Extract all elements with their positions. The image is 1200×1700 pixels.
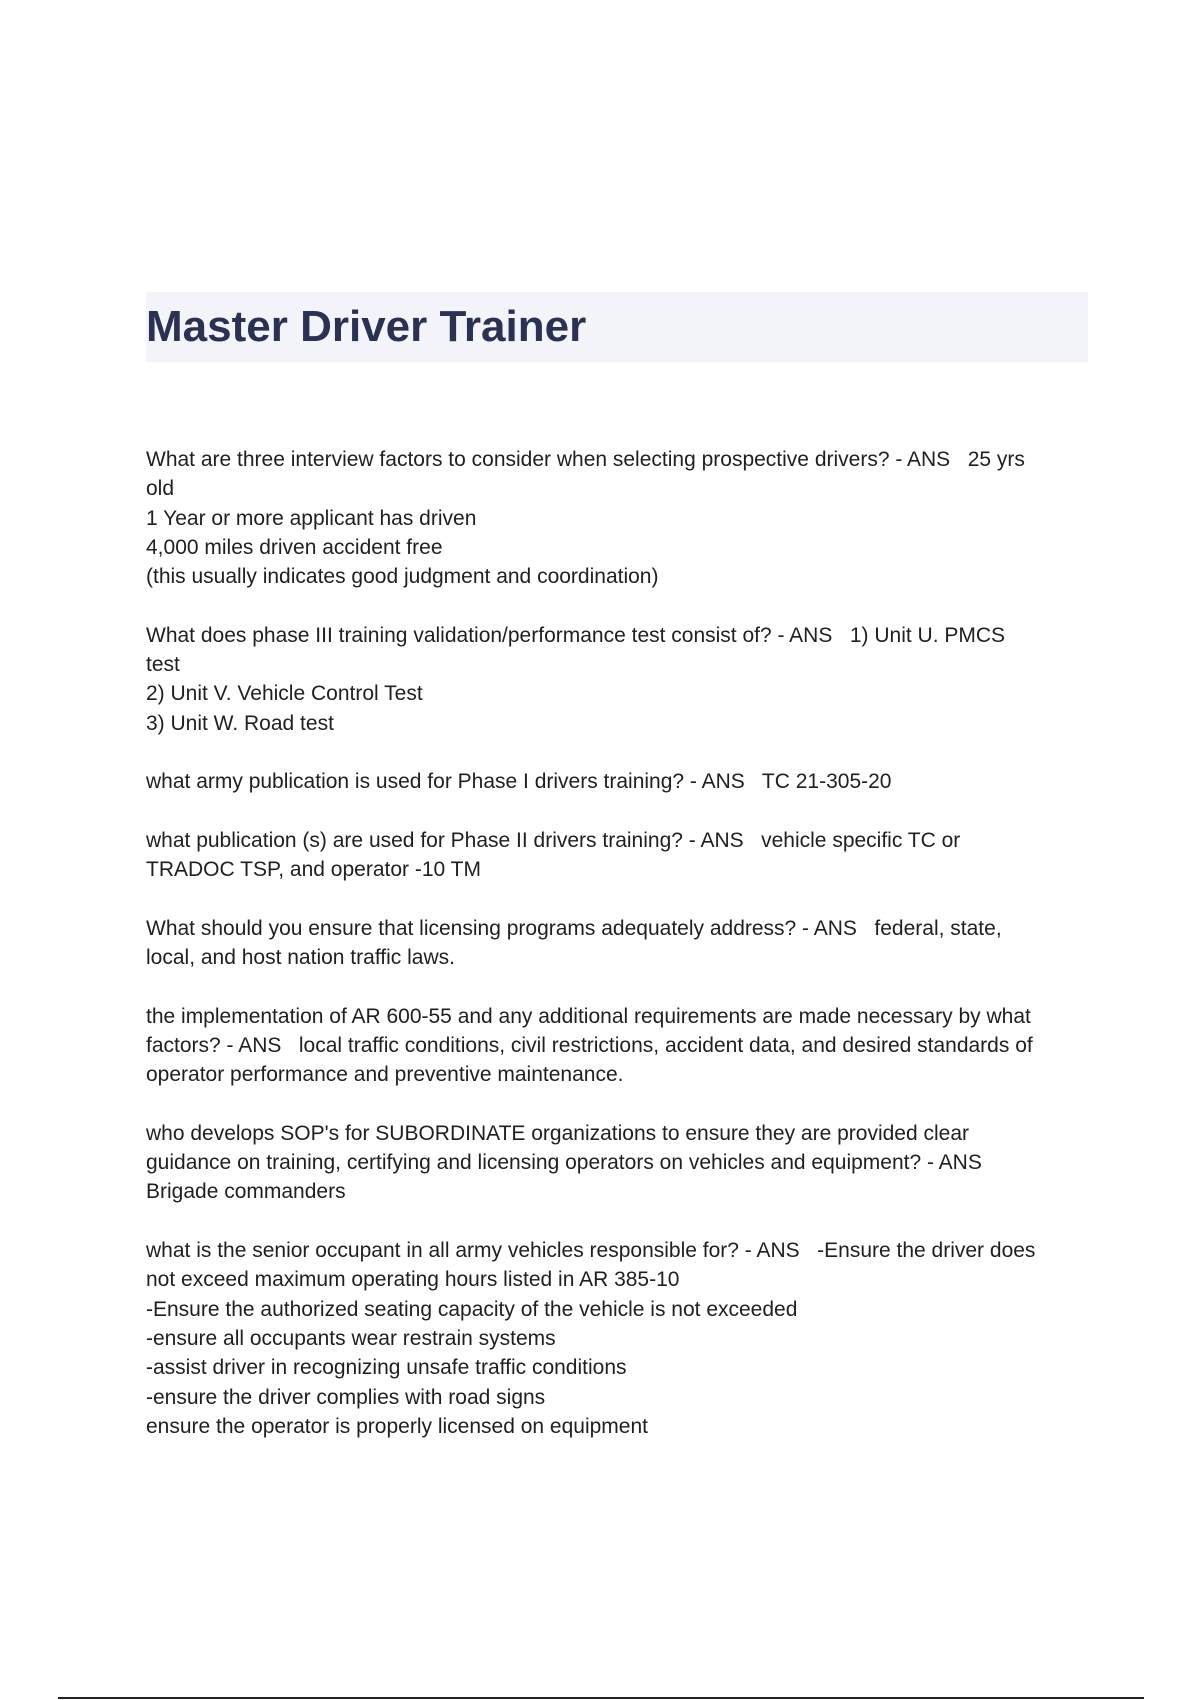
qa-line: -ensure all occupants wear restrain systems — [146, 1326, 556, 1350]
qa-line: operator performance and preventive maintenance. — [146, 1063, 624, 1087]
qa-item-3 — [146, 767, 1096, 796]
qa-line: local, and host nation traffic laws. — [146, 946, 455, 970]
qa-line: What does phase III training validation/performance test consist of? - ANS 1) Unit U. PMCS — [146, 623, 1006, 647]
qa-line: Brigade commanders — [146, 1180, 346, 1204]
qa-line: what is the senior occupant in all army vehicles responsible for? - ANS -Ensure the driver does — [146, 1239, 1036, 1263]
qa-line: test — [146, 653, 180, 677]
document-title: Master Driver Trainer — [146, 302, 587, 351]
qa-line: not exceed maximum operating hours listed in AR 385-10 — [146, 1268, 680, 1292]
qa-line: -assist driver in recognizing unsafe traffic conditions — [146, 1356, 627, 1380]
qa-item-4 — [146, 826, 1096, 885]
qa-line: -Ensure the authorized seating capacity of the vehicle is not exceeded — [146, 1297, 798, 1321]
qa-line: 1 Year or more applicant has driven — [146, 506, 477, 530]
qa-line: 2) Unit V. Vehicle Control Test — [146, 682, 423, 706]
qa-line: factors? - ANS local traffic conditions, civil restrictions, accident data, and desired standards of — [146, 1033, 1033, 1057]
qa-line: -ensure the driver complies with road signs — [146, 1385, 546, 1409]
qa-item-2 — [146, 621, 1096, 738]
qa-line: 3) Unit W. Road test — [146, 711, 334, 735]
qa-item-1 — [146, 445, 1096, 591]
qa-line: guidance on training, certifying and licensing operators on vehicles and equipment? - ANS — [146, 1151, 982, 1175]
qa-line: 4,000 miles driven accident free — [146, 535, 443, 559]
qa-item-6 — [146, 1002, 1096, 1090]
footer-divider — [58, 1697, 1144, 1699]
qa-item-7 — [146, 1119, 1096, 1207]
title-banner — [146, 292, 1088, 362]
qa-line: What should you ensure that licensing programs adequately address? - ANS federal, state, — [146, 916, 1002, 940]
qa-item-5 — [146, 914, 1096, 973]
qa-list — [146, 445, 1096, 1470]
qa-line: what army publication is used for Phase I drivers training? - ANS TC 21-305-20 — [146, 770, 892, 794]
qa-line: What are three interview factors to consider when selecting prospective drivers? - ANS 25 yrs — [146, 448, 1025, 471]
qa-line: (this usually indicates good judgment and coordination) — [146, 565, 659, 589]
qa-item-8 — [146, 1236, 1096, 1441]
qa-line: TRADOC TSP, and operator -10 TM — [146, 858, 481, 882]
qa-line: the implementation of AR 600-55 and any additional requirements are made necessary by what — [146, 1004, 1031, 1028]
qa-line: ensure the operator is properly licensed on equipment — [146, 1414, 648, 1438]
qa-line: old — [146, 477, 175, 501]
qa-line: what publication (s) are used for Phase II drivers training? - ANS vehicle specific TC or — [146, 828, 961, 852]
qa-line: who develops SOP's for SUBORDINATE organizations to ensure they are provided clear — [146, 1121, 970, 1145]
